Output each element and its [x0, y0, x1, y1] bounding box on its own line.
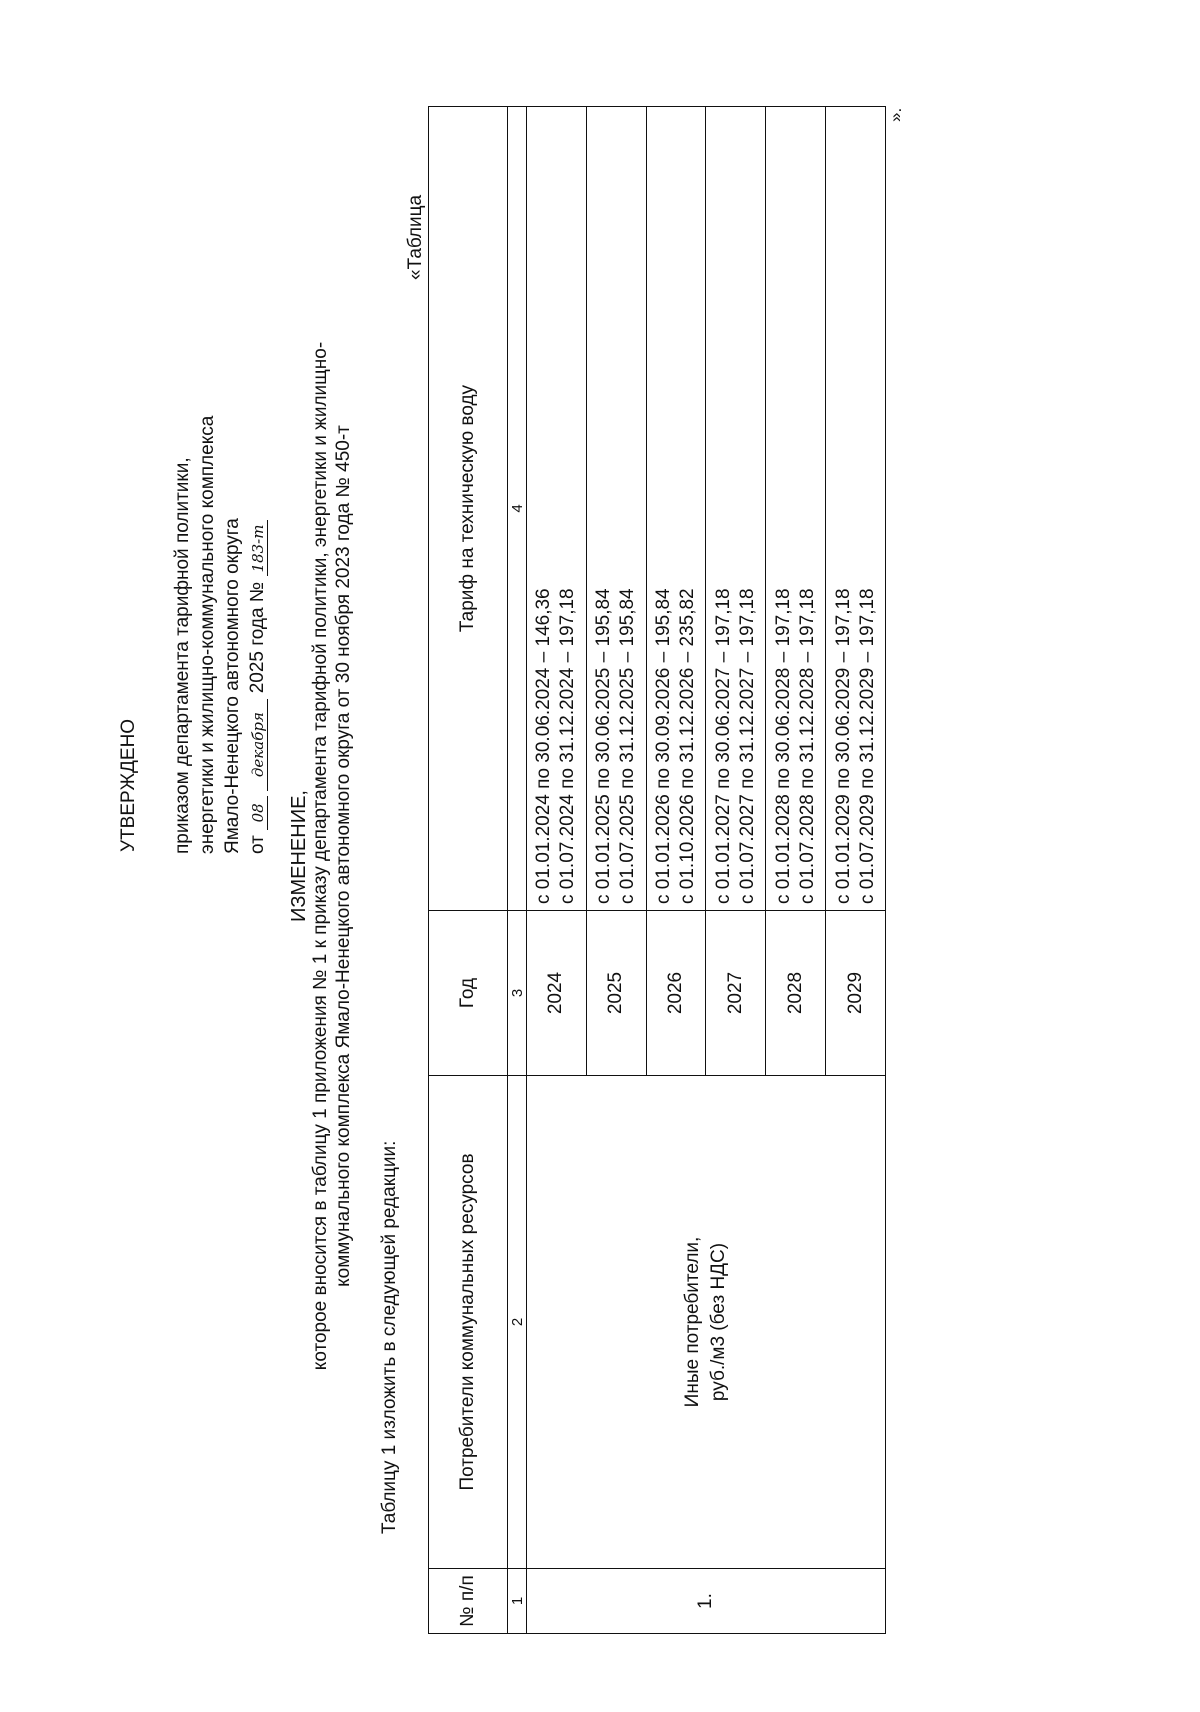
consumer-line-1: Иные потребители, [682, 1236, 703, 1408]
tariff-cell [826, 107, 886, 911]
document-subtitle-line-1: которое вносится в таблицу 1 приложения № 1 к приказу департамента тарифной политики, энергетики и жилищно- [310, 341, 331, 1371]
tariff-cell [527, 107, 587, 911]
tariff-period: с 01.01.2029 по 30.06.2029 – 197,18 [832, 588, 854, 904]
tariff-period: с 01.07.2027 по 31.12.2027 – 197,18 [736, 588, 758, 904]
consumer-line-2: руб./м3 (без НДС) [708, 1242, 729, 1402]
column-number-cell: 2 [508, 1076, 527, 1569]
tariff-period: с 01.01.2026 по 30.09.2026 – 195,84 [653, 588, 675, 904]
tariff-period: с 01.07.2028 по 31.12.2028 – 197,18 [796, 588, 818, 904]
handwritten-order-number: 183-т [249, 520, 268, 576]
year-cell: 2028 [766, 911, 826, 1076]
tariff-table [428, 106, 886, 1634]
table-header-row [429, 107, 508, 1634]
date-prefix: от [247, 835, 268, 854]
intro-text: Таблицу 1 изложить в следующей редакции: [379, 1140, 400, 1534]
tariff-period: с 01.01.2028 по 30.06.2028 – 197,18 [772, 588, 794, 904]
header-cell-consumers: Потребители коммунальных ресурсов [429, 1076, 508, 1569]
table-row [527, 107, 587, 1634]
header-cell-year: Год [429, 911, 508, 1076]
year-cell: 2029 [826, 911, 886, 1076]
tariff-cell [706, 107, 766, 911]
row-number-cell: 1. [527, 1569, 886, 1634]
column-number-cell: 3 [508, 911, 527, 1076]
document-subtitle-line-2: коммунального комплекса Ямало-Ненецкого автономного округа от 30 ноября 2023 года № 450-т [333, 425, 354, 1287]
header-cell-number: № п/п [429, 1569, 508, 1634]
tariff-cell [586, 107, 646, 911]
tariff-cell [646, 107, 706, 911]
closing-quote-mark: ». [886, 107, 905, 122]
year-cell: 2027 [706, 911, 766, 1076]
table-caption: «Таблица [405, 194, 426, 280]
column-number-cell: 1 [508, 1569, 527, 1634]
header-cell-tariff: Тариф на техническую воду [429, 107, 508, 911]
approval-heading: УТВЕРЖДЕНО [118, 718, 139, 852]
document-title: ИЗМЕНЕНИЕ, [288, 790, 310, 922]
approval-line-2: энергетики и жилищно-коммунального комплекса [197, 415, 218, 854]
date-year-text: 2025 года № [247, 581, 268, 694]
consumer-cell [527, 1076, 886, 1569]
tariff-period: с 01.01.2027 по 30.06.2027 – 197,18 [712, 588, 734, 904]
handwritten-month: декабря [249, 699, 268, 791]
approval-date-line [247, 520, 269, 854]
tariff-period: с 01.10.2026 по 31.12.2026 – 235,82 [677, 588, 699, 904]
tariff-cell [766, 107, 826, 911]
approval-line-3: Ямало-Ненецкого автономного округа [222, 518, 243, 854]
tariff-period: с 01.07.2025 по 31.12.2025 – 195,84 [617, 588, 639, 904]
year-cell: 2026 [646, 911, 706, 1076]
tariff-period: с 01.07.2024 по 31.12.2024 – 197,18 [557, 588, 579, 904]
approval-line-1: приказом департамента тарифной политики, [172, 457, 193, 854]
tariff-period: с 01.01.2025 по 30.06.2025 – 195,84 [593, 588, 615, 904]
column-number-cell: 4 [508, 107, 527, 911]
tariff-period: с 01.07.2029 по 31.12.2029 – 197,18 [856, 588, 878, 904]
year-cell: 2025 [586, 911, 646, 1076]
column-number-row [508, 107, 527, 1634]
year-cell: 2024 [527, 911, 587, 1076]
tariff-period: с 01.01.2024 по 30.06.2024 – 146,36 [533, 588, 555, 904]
handwritten-day: 08 [249, 796, 268, 830]
